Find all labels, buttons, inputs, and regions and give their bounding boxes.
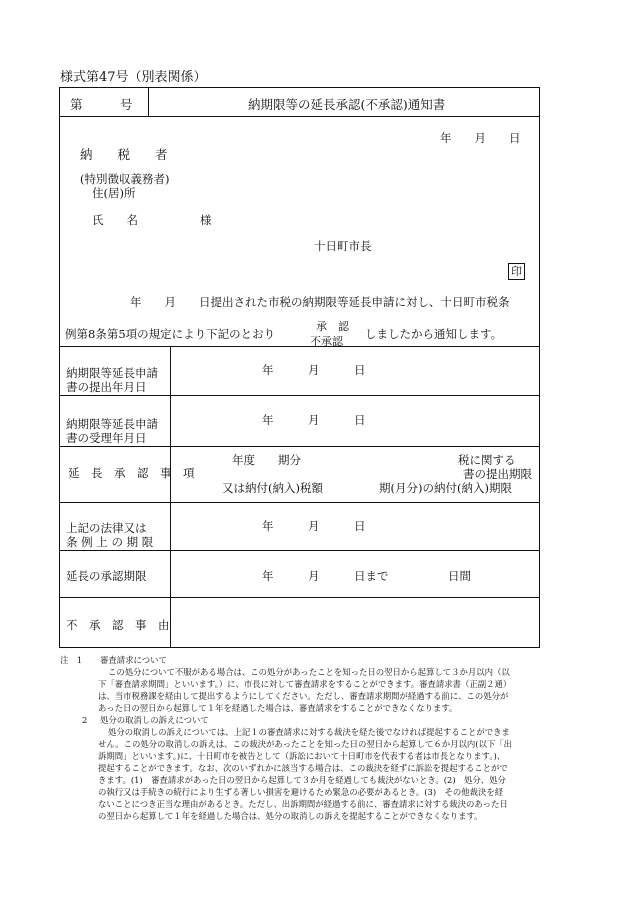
approved-days: 日間 — [448, 569, 471, 583]
divider — [170, 346, 171, 647]
divider — [60, 597, 539, 598]
honorific: 様 — [200, 213, 212, 227]
divider — [60, 550, 539, 551]
notes-line: きます。(1) 審査請求があった日の翌日から起算して３か月を経過しても裁決がないとき。(2) 処分、処分 — [98, 775, 506, 785]
receipt-date-value: 年 月 日 — [262, 413, 366, 427]
seal-icon: 印 — [508, 263, 525, 280]
document-number-label: 第 号 — [70, 97, 133, 112]
notes-line: の執行又は手続きの続行により生ずる著しい損害を避けるため緊急の必要があるとき。(3) その他裁決を経 — [98, 787, 504, 797]
application-date-label: 納期限等延長申請 — [66, 366, 158, 380]
legal-deadline-label: 条 例 上 の 期 限 — [66, 535, 154, 549]
notes-line: は、当市税務課を経由して提出するようにしてください。ただし、審査請求期間が経過する前に、この処分が — [98, 691, 509, 701]
notice-text-line2: 例第8条第5項の規定により下記のとおり — [65, 327, 276, 341]
special-collector-label: (特別徴収義務者) — [80, 172, 170, 186]
approval-items-label: 延 長 承 認 事 項 — [68, 466, 195, 480]
divider — [60, 502, 539, 503]
disapprove-option: 不承認 — [310, 335, 343, 348]
application-date-label: 書の提出年月日 — [66, 380, 147, 394]
notes-line: せん。この処分の取消しの訴えは、この裁決があったことを知った日の翌日から起算して６か月以内(以下「出 — [98, 739, 513, 749]
divider — [60, 116, 539, 117]
payment-amount: 又は納付(納入)税額 — [222, 481, 323, 495]
notes-section2-number: 2 — [82, 715, 88, 725]
notes-section2-title: 処分の取消しの訴えについて — [100, 715, 209, 725]
fiscal-year-period: 年度 期分 — [232, 453, 301, 467]
disapproval-reason-label: 不 承 認 事 由 — [66, 618, 170, 632]
notes-line: あった日の翌日から起算して１年を経過した場合は、審査請求をすることができなくなります。 — [98, 703, 458, 713]
notes-line: 訴期間」といいます。)に、十日町市を被告として（訴訟において十日町市を代表する者は市長となります。)、 — [98, 751, 506, 761]
divider — [148, 88, 149, 116]
issue-date: 年 月 日 — [440, 131, 521, 145]
address-label: 住(居)所 — [92, 186, 136, 200]
notes-line: 処分の取消しの訴えについては、上記１の審査請求に対する裁決を経た後でなければ提起することができま — [108, 727, 510, 737]
divider — [60, 446, 539, 447]
taxpayer-label: 納 税 者 — [80, 147, 168, 162]
legal-deadline-label: 上記の法律又は — [66, 521, 147, 535]
form-number: 様式第47号（別表関係） — [60, 70, 207, 85]
legal-deadline-value: 年 月 日 — [262, 519, 366, 533]
notice-text-line1: 年 月 日提出された市税の納期限等延長申請に対し、十日町市税条 — [130, 295, 510, 309]
approved-deadline-label: 延長の承認期限 — [66, 569, 147, 583]
notes-marker: 注 1 — [60, 655, 83, 665]
application-date-value: 年 月 日 — [262, 363, 366, 377]
issuer-name: 十日町市長 — [314, 239, 372, 253]
notice-text-line2-end: しましたから通知します。 — [365, 327, 503, 341]
divider — [60, 395, 539, 396]
receipt-date-label: 納期限等延長申請 — [66, 417, 158, 431]
notes-line: ないことにつき正当な理由があるとき。ただし、出訴期間が経過する前に、審査請求に対する裁決のあった日 — [98, 799, 508, 809]
notes-line: この処分について不服がある場合は、この処分があったことを知った日の翌日から起算して３か月以内（以 — [108, 667, 510, 677]
approve-option: 承 認 — [316, 320, 349, 333]
name-label: 氏 名 — [92, 213, 138, 227]
tax-related: 税に関する — [458, 453, 516, 467]
receipt-date-label: 書の受理年月日 — [66, 431, 147, 445]
payment-deadline: 期(月分)の納付(納入)期限 — [379, 481, 512, 495]
notes-line: 提起することができます。なお、次のいずれかに該当する場合は、この裁決を経ずに訴訟を提起することがで — [98, 763, 508, 773]
approved-deadline-value: 年 月 日まで — [262, 569, 389, 583]
notes-line: 下「審査請求期間」といいます。）に、市長に対して審査請求をすることができます。審査請求書（正副２通） — [98, 679, 512, 689]
submission-deadline: 書の提出期限 — [463, 467, 532, 481]
divider — [60, 346, 539, 347]
document-title: 納期限等の延長承認(不承認)通知書 — [248, 97, 446, 112]
notes-line: の翌日から起算して１年を経過した場合は、処分の取消しの訴えを提起することができなくなります。 — [98, 811, 483, 821]
notes-section1-title: 審査請求について — [100, 655, 167, 665]
